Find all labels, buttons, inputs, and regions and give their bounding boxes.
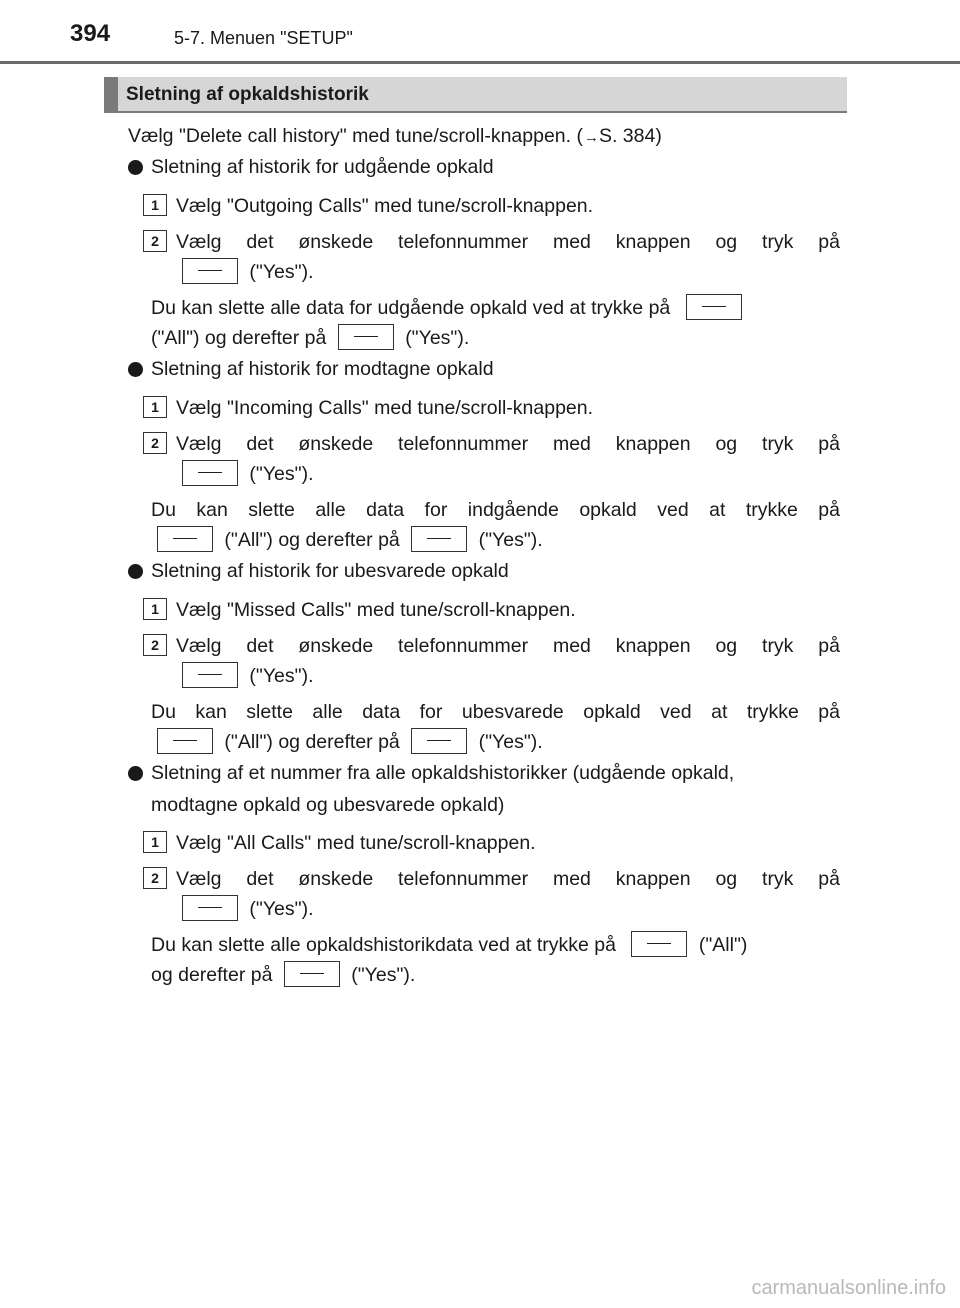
all-step2-line1: Vælg det ønskede telefonnummer med knappen og tryk på: [176, 868, 840, 890]
incoming-step2-line1: Vælg det ønskede telefonnummer med knappen og tryk på: [176, 433, 840, 455]
section-heading-bar: [104, 77, 118, 111]
section-title: Sletning af opkaldshistorik: [126, 84, 369, 105]
incoming-step1: Vælg "Incoming Calls" med tune/scroll-knappen.: [176, 397, 594, 419]
outgoing-note-line1: Du kan slette alle data for udgående opkald ved at trykke på: [151, 294, 748, 322]
header-rule: [0, 61, 960, 64]
all-step1: Vælg "All Calls" med tune/scroll-knappen.: [176, 832, 536, 854]
missed-step2-line1: Vælg det ønskede telefonnummer med knappen og tryk på: [176, 635, 840, 657]
dash-key-icon: [284, 961, 340, 987]
step-number: 2: [143, 634, 167, 656]
step-number: 1: [143, 831, 167, 853]
step-number: 2: [143, 230, 167, 252]
page-header: [0, 0, 960, 66]
missed-note-line1: Du kan slette alle data for ubesvarede opkald ved at trykke på: [151, 701, 840, 723]
dash-key-icon: [157, 526, 213, 552]
incoming-heading: Sletning af historik for modtagne opkald: [151, 358, 494, 380]
arrow-right-icon: →: [583, 129, 599, 146]
dash-key-icon: [411, 526, 467, 552]
dash-key-icon: [182, 460, 238, 486]
all-note-line1: Du kan slette alle opkaldshistorikdata ved at trykke på ("All"): [151, 931, 747, 959]
dash-key-icon: [686, 294, 742, 320]
step-number: 1: [143, 396, 167, 418]
outgoing-heading: Sletning af historik for udgående opkald: [151, 156, 494, 178]
dash-key-icon: [411, 728, 467, 754]
missed-step2-line2: ("Yes").: [176, 662, 313, 690]
dash-key-icon: [631, 931, 687, 957]
bullet-icon: [128, 766, 143, 781]
step-number: 1: [143, 194, 167, 216]
all-heading-line1: Sletning af et nummer fra alle opkaldshistorikker (udgående opkald,: [151, 762, 735, 784]
dash-key-icon: [182, 895, 238, 921]
missed-step1: Vælg "Missed Calls" med tune/scroll-knappen.: [176, 599, 576, 621]
chapter-title: 5-7. Menuen "SETUP": [174, 28, 353, 48]
dash-key-icon: [182, 258, 238, 284]
incoming-step2-line2: ("Yes").: [176, 460, 313, 488]
all-note-line2: og derefter på ("Yes").: [151, 961, 415, 989]
page-number: 394: [70, 20, 111, 47]
outgoing-note-line2: ("All") og derefter på ("Yes").: [151, 324, 469, 352]
outgoing-step2-line1: Vælg det ønskede telefonnummer med knappen og tryk på: [176, 231, 840, 253]
watermark: carmanualsonline.info: [751, 1277, 946, 1299]
dash-key-icon: [157, 728, 213, 754]
missed-heading: Sletning af historik for ubesvarede opkald: [151, 560, 509, 582]
section-heading: [104, 77, 847, 113]
intro-text: Vælg "Delete call history" med tune/scroll-knappen. (→S. 384): [128, 125, 662, 147]
step-number: 1: [143, 598, 167, 620]
bullet-icon: [128, 160, 143, 175]
bullet-icon: [128, 362, 143, 377]
all-heading-line2: modtagne opkald og ubesvarede opkald): [151, 794, 505, 816]
dash-key-icon: [338, 324, 394, 350]
incoming-note-line2: ("All") og derefter på ("Yes").: [151, 526, 543, 554]
missed-note-line2: ("All") og derefter på ("Yes").: [151, 728, 543, 756]
dash-key-icon: [182, 662, 238, 688]
incoming-note-line1: Du kan slette alle data for indgående opkald ved at trykke på: [151, 499, 840, 521]
all-step2-line2: ("Yes").: [176, 895, 313, 923]
outgoing-step1: Vælg "Outgoing Calls" med tune/scroll-knappen.: [176, 195, 594, 217]
bullet-icon: [128, 564, 143, 579]
step-number: 2: [143, 867, 167, 889]
step-number: 2: [143, 432, 167, 454]
outgoing-step2-line2: ("Yes").: [176, 258, 313, 286]
